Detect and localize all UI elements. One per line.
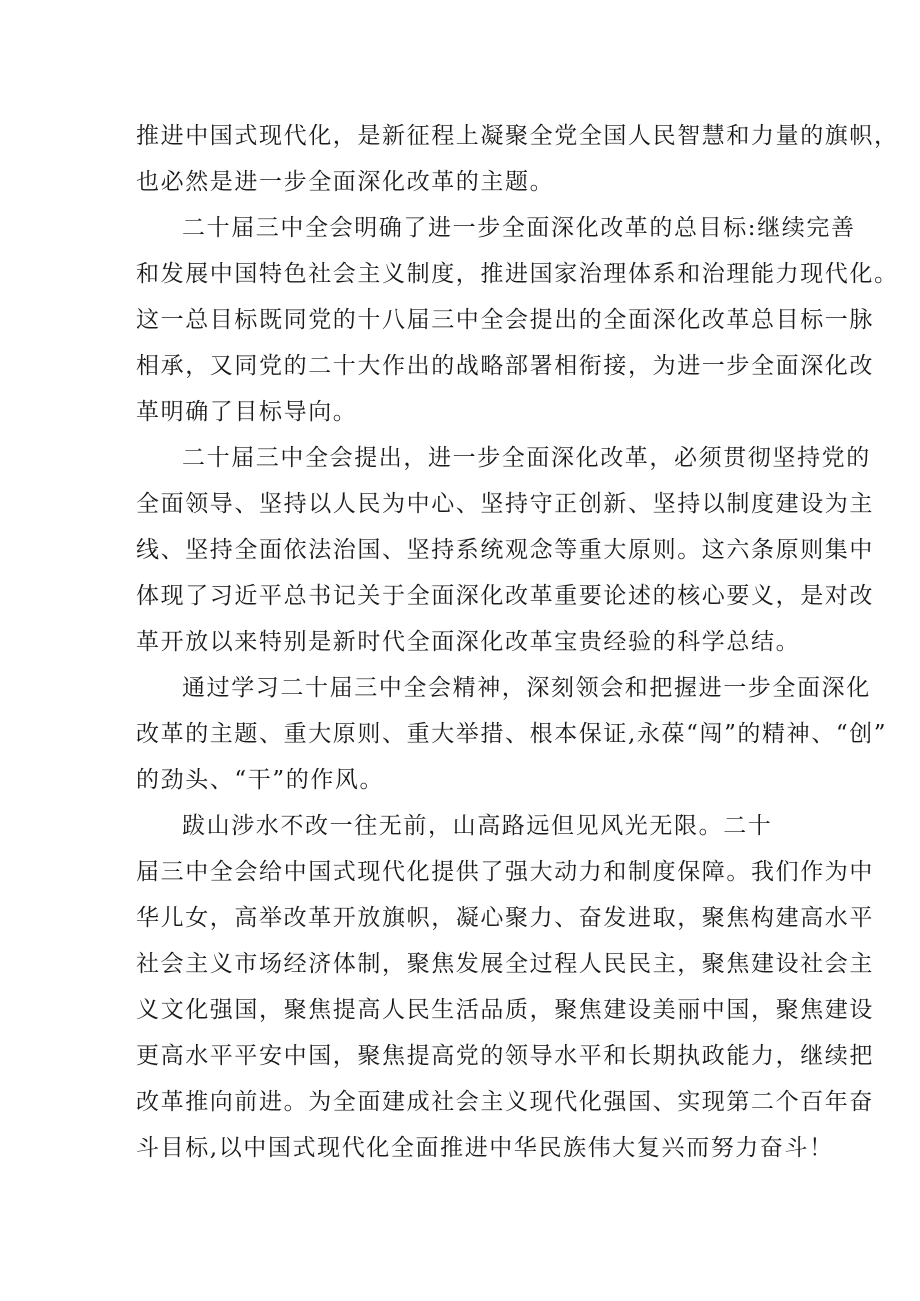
text-line: 体现了习近平总书记关于全面深化改革重要论述的核心要义，是对改 xyxy=(136,583,874,609)
paragraph-first-line: 二十届三中全会提出，进一步全面深化改革，必须贯彻坚持党的 xyxy=(182,445,871,471)
text-line: 推进中国式现代化，是新征程上凝聚全党全国人民智慧和力量的旗帜， xyxy=(136,123,899,149)
text-line: 改革的主题、重大原则、重大举措、根本保证,永葆“闯”的精神、“创” xyxy=(136,721,888,747)
text-line: 革开放以来特别是新时代全面深化改革宝贵经验的科学总结。 xyxy=(136,629,801,655)
text-line: 这一总目标既同党的十八届三中全会提出的全面深化改革总目标一脉 xyxy=(136,307,874,333)
text-line: 斗目标,以中国式现代化全面推进中华民族伟大复兴而努力奋斗！ xyxy=(136,1135,834,1161)
text-line: 更高水平平安中国，聚焦提高党的领导水平和长期执政能力，继续把 xyxy=(136,1043,874,1069)
text-line: 改革推向前进。为全面建成社会主义现代化强国、实现第二个百年奋 xyxy=(136,1089,874,1115)
text-line: 线、坚持全面依法治国、坚持系统观念等重大原则。这六条原则集中 xyxy=(136,537,874,563)
text-line: 和发展中国特色社会主义制度，推进国家治理体系和治理能力现代化。 xyxy=(136,261,899,287)
text-line: 义文化强国，聚焦提高人民生活品质，聚焦建设美丽中国，聚焦建设 xyxy=(136,997,874,1023)
text-line: 届三中全会给中国式现代化提供了强大动力和制度保障。我们作为中 xyxy=(136,859,874,885)
paragraph-first-line: 二十届三中全会明确了进一步全面深化改革的总目标:继续完善 xyxy=(182,215,856,241)
paragraph-first-line: 跋山涉水不改一往无前，山高路远但见风光无限。二十 xyxy=(182,813,773,839)
text-line: 也必然是进一步全面深化改革的主题。 xyxy=(136,169,555,195)
text-line: 全面领导、坚持以人民为中心、坚持守正创新、坚持以制度建设为主 xyxy=(136,491,874,517)
text-line: 革明确了目标导向。 xyxy=(136,399,358,425)
text-line: 相承，又同党的二十大作出的战略部署相衔接，为进一步全面深化改 xyxy=(136,353,874,379)
text-line: 的劲头、“干”的作风。 xyxy=(136,767,385,793)
text-line: 华儿女，高举改革开放旗帜，凝心聚力、奋发进取，聚焦构建高水平 xyxy=(136,905,874,931)
paragraph-first-line: 通过学习二十届三中全会精神，深刻领会和把握进一步全面深化 xyxy=(182,675,871,701)
text-line: 社会主义市场经济体制，聚焦发展全过程人民民主，聚焦建设社会主 xyxy=(136,951,874,977)
